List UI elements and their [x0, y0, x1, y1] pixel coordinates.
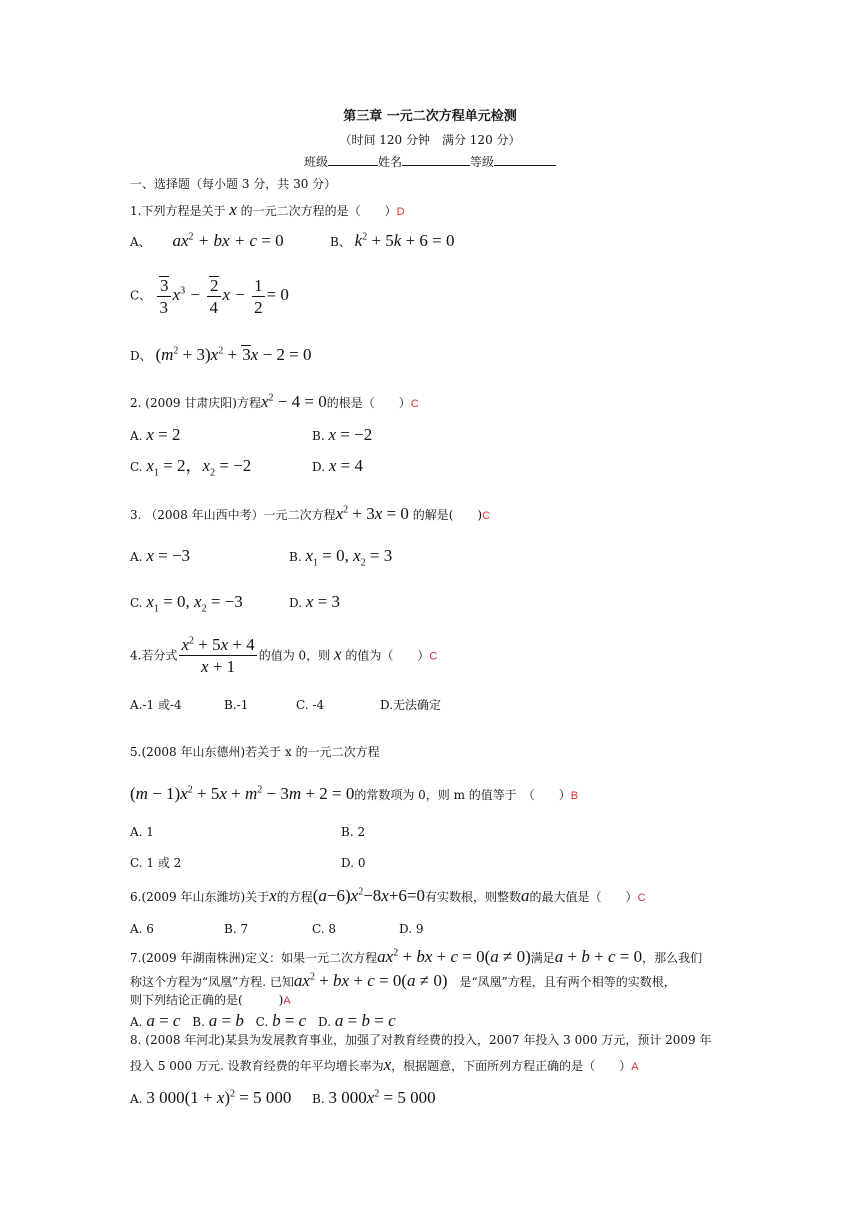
answer-6: C: [637, 892, 646, 904]
class-blank: [328, 165, 378, 166]
answer-3: C: [482, 510, 491, 522]
question-5-stem: 5.(2008 年山东德州)若关于 x 的一元二次方程: [130, 745, 380, 759]
question-4-stem: 4.若分式 $\frac{x^2 + 5x + 4}{x + 1}$ 的值为 0，则 x 的值为（ ）C: [130, 635, 438, 676]
question-3-option-d: D. x = 3: [289, 592, 340, 611]
question-3-stem: 3. （2008 年山西中考）一元二次方程$x^2 + 3x = 0$ 的解是( )C: [130, 504, 491, 523]
question-6-option-a: A. 6: [130, 922, 154, 936]
name-blank: [402, 165, 470, 166]
question-1-stem: 1.下列方程是关于 x 的一元二次方程的是（ ）D: [130, 200, 405, 219]
question-5-option-a: A. 1: [130, 825, 154, 839]
question-7-line-2: 称这个方程为“凤凰”方程. 已知$ax^2$ + bx + c = 0(a ≠ 0) 是“凤凰”方程，且有两个相等的实数根，: [130, 971, 676, 990]
question-2-option-c: C. $x_1 = 2$，$x_2 = -2$: [130, 456, 252, 479]
question-5-option-c: C. 1 或 2: [130, 856, 182, 870]
question-8-option-b: B. 3 $000x^2 = 5$ 000: [312, 1088, 436, 1107]
question-1-option-d: D、 $(m^2 + 3)x^2 + 3x - 2 = 0$: [130, 345, 312, 364]
question-3-option-b: B. $x_1 = 0$, $x_2 = 3$: [289, 546, 393, 569]
question-6-option-b: B. 7: [224, 922, 249, 936]
name-label: 姓名: [378, 155, 403, 169]
answer-5: B: [570, 790, 579, 802]
section-heading: 一、选择题（每小题 3 分，共 30 分）: [130, 177, 337, 191]
answer-8: A: [631, 1061, 639, 1073]
grade-label: 等级: [470, 155, 495, 169]
question-3-option-a: A. x = −3: [130, 546, 191, 565]
question-7-options: [130, 1012, 396, 1029]
answer-7: A: [283, 995, 291, 1007]
question-4-option-c: C. -4: [296, 698, 325, 712]
question-4-option-b: B.-1: [224, 698, 249, 712]
question-7-line-3: 则下列结论正确的是( )A: [130, 993, 291, 1007]
question-6-option-c: C. 8: [312, 922, 337, 936]
question-1-option-c: C、 $\frac{3}{3}$ $x^3$ − $\frac{2}{4}$ x − $\frac{1}{2}$ = 0: [130, 275, 289, 317]
answer-4: C: [429, 650, 438, 663]
question-2-stem: 2. (2009 甘肃庆阳)方程$x^2 - 4 = 0$的根是（ ）C: [130, 392, 419, 411]
question-6-option-d: D. 9: [399, 922, 424, 936]
exam-subtitle: （时间 120 分钟 满分 120 分）: [339, 133, 521, 147]
question-8-line-2: 投入 5 000 万元. 设教育经费的年平均增长率为x，根据题意，下面所列方程正确的是（ ）A: [130, 1055, 639, 1074]
question-2-option-a: A. x = 2: [130, 425, 181, 444]
question-3-option-c: C. $x_1 = 0$, $x_2 = -3$: [130, 592, 243, 615]
student-info-line: [304, 156, 556, 168]
question-5-equation: $(m - 1)x^2 + 5x + m^2 - 3m + 2 = 0$的常数项为 0，则 m 的值等于 （ ）B: [130, 784, 579, 803]
class-label: 班级: [304, 155, 329, 169]
question-7-option-c: C. b = c: [255, 1011, 307, 1030]
exam-title: 第三章 一元二次方程单元检测: [343, 109, 517, 124]
question-8-line-1: 8. (2008 年河北)某县为发展教育事业，加强了对教育经费的投入，2007 年投入 3 000 万元，预计 2009 年: [130, 1033, 712, 1047]
question-8-option-a: A. 3 $000(1 + x)^2 = 5$ 000: [130, 1088, 292, 1107]
question-6-stem: 6.(2009 年山东潍坊)关于x的方程$(a-6)x^2-8x+6=0$有实数根，则整数a的最大值是（ ）C: [130, 886, 646, 905]
question-2-option-b: B. x = −2: [312, 425, 373, 444]
answer-2: C: [410, 398, 419, 410]
question-7-option-d: D. a = b = c: [318, 1011, 396, 1030]
question-7-line-1: 7.(2009 年湖南株洲)定义：如果一元二次方程$ax^2$ + bx + c = 0(a ≠ 0)满足a + b + c = 0，那么我们: [130, 947, 703, 966]
question-5-option-d: D. 0: [341, 856, 366, 870]
question-1-option-b: B、 $k^2 + 5k + 6 = 0$: [330, 231, 455, 250]
question-2-option-d: D. x = 4: [312, 456, 363, 475]
question-1-option-a: A、 $ax^2$ + bx + c = 0: [130, 231, 284, 250]
grade-blank: [494, 165, 556, 166]
question-7-option-b: B. a = b: [192, 1011, 244, 1030]
question-4-option-d: D.无法确定: [380, 698, 442, 712]
question-5-option-b: B. 2: [341, 825, 366, 839]
question-7-option-a: A. a = c: [130, 1011, 181, 1030]
answer-1: D: [396, 206, 405, 218]
question-4-option-a: A.-1 或-4: [130, 698, 182, 712]
